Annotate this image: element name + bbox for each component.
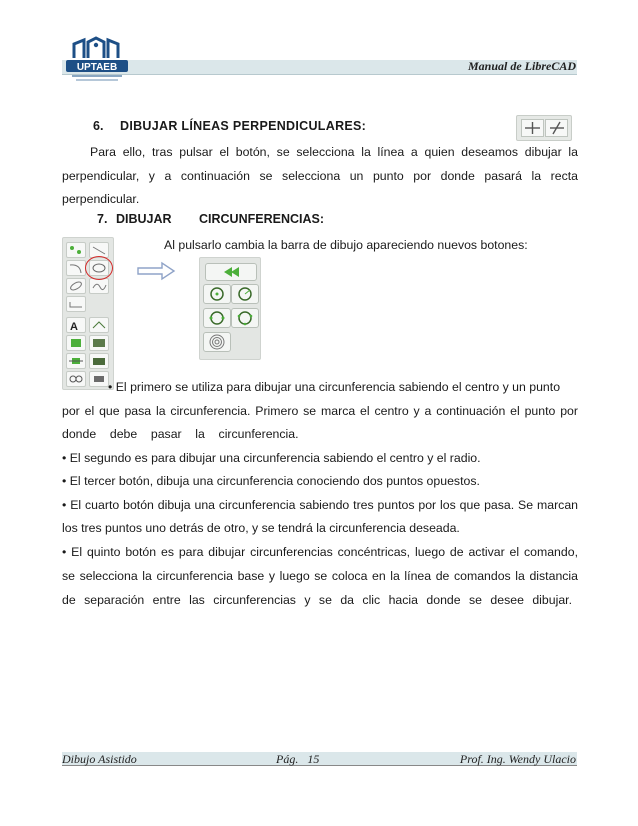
section7-title-a: DIBUJAR: [116, 212, 172, 226]
footer-course: Dibujo Asistido: [62, 752, 137, 766]
body-line-5: • El tercer botón, dibuja una circunferencia conociendo dos puntos opuestos.: [62, 474, 480, 488]
footer-author: Prof. Ing. Wendy Ulacio: [459, 752, 576, 766]
highlight-circle: [85, 256, 113, 280]
svg-text:A: A: [70, 321, 78, 332]
polyline-tool-icon[interactable]: [66, 296, 86, 312]
oblique-line-icon[interactable]: [545, 119, 568, 137]
info-tool-icon[interactable]: [89, 371, 109, 387]
concentric-circle-icon[interactable]: [203, 332, 231, 352]
body-line-9: se selecciona la circunferencia base y luego se coloca en la línea de comandos la distancia: [62, 569, 578, 583]
perpendicular-icon[interactable]: [521, 119, 544, 137]
ellipse-tool-icon[interactable]: [66, 278, 86, 294]
logo-text: UPTAEB: [76, 62, 118, 73]
back-button[interactable]: [205, 263, 257, 281]
section6-para-line2: perpendicular, y a continuación se selecciona un punto por donde pasará la recta: [62, 169, 578, 183]
block-tool-icon[interactable]: [66, 353, 86, 369]
footer-page: Pág. 15: [276, 752, 320, 766]
dimension-tool-icon[interactable]: [89, 317, 109, 333]
body-line-3: donde debe pasar la circunferencia.: [62, 427, 299, 441]
hatch-tool-icon[interactable]: [66, 335, 86, 351]
section7-title-b: CIRCUNFERENCIAS:: [199, 212, 324, 226]
text-tool-icon[interactable]: [66, 317, 86, 333]
body-line-2: por el que pasa la circunferencia. Primero se marca el centro y a continuación el punto por: [62, 404, 578, 418]
section6-number: 6.: [93, 119, 104, 133]
body-line-10: de separación entre las circunferencias y se da clic hacia donde se desee dibujar.: [62, 593, 572, 607]
line-tool-icon[interactable]: [66, 242, 86, 258]
body-line-4: • El segundo es para dibujar una circunferencia sabiendo el centro y el radio.: [62, 451, 481, 465]
image-tool-icon[interactable]: [89, 335, 109, 351]
uptaeb-logo: [62, 36, 134, 88]
section7-number: 7.: [97, 212, 108, 226]
modify-tool-icon[interactable]: [89, 353, 109, 369]
section7-caption: Al pulsarlo cambia la barra de dibujo apareciendo nuevos botones:: [164, 238, 528, 252]
circle-center-point-icon[interactable]: [203, 284, 231, 304]
header-rule: [62, 74, 577, 75]
body-line-8: • El quinto botón es para dibujar circunferencias concéntricas, luego de activar el comando,: [62, 545, 578, 559]
spline-tool-icon[interactable]: [89, 278, 109, 294]
circle-two-points-icon[interactable]: [203, 308, 231, 328]
measure-tool-icon[interactable]: [66, 371, 86, 387]
section6-para-line1: Para ello, tras pulsar el botón, se selecciona la línea a quien deseamos dibujar la: [90, 145, 578, 159]
circle-three-points-icon[interactable]: [231, 308, 259, 328]
section6-title: DIBUJAR LÍNEAS PERPENDICULARES:: [120, 119, 367, 133]
arc-tool-icon[interactable]: [66, 260, 86, 276]
body-line-7: los tres puntos uno detrás de otro, y se tendrá la circunferencia deseada.: [62, 521, 460, 535]
manual-title: Manual de LibreCAD: [467, 59, 576, 73]
circle-toolbar: [199, 257, 261, 360]
section6-para-line3: perpendicular.: [62, 192, 140, 206]
body-line-1: • El primero se utiliza para dibujar una circunferencia sabiendo el centro y un punto: [108, 380, 561, 394]
body-line-6: • El cuarto botón dibuja una circunferencia sabiendo tres puntos por los que pasa. Se marcan: [62, 498, 578, 512]
circle-center-radius-icon[interactable]: [231, 284, 259, 304]
perpendicular-toolbar: [516, 115, 572, 141]
right-arrow-icon: [136, 261, 176, 286]
